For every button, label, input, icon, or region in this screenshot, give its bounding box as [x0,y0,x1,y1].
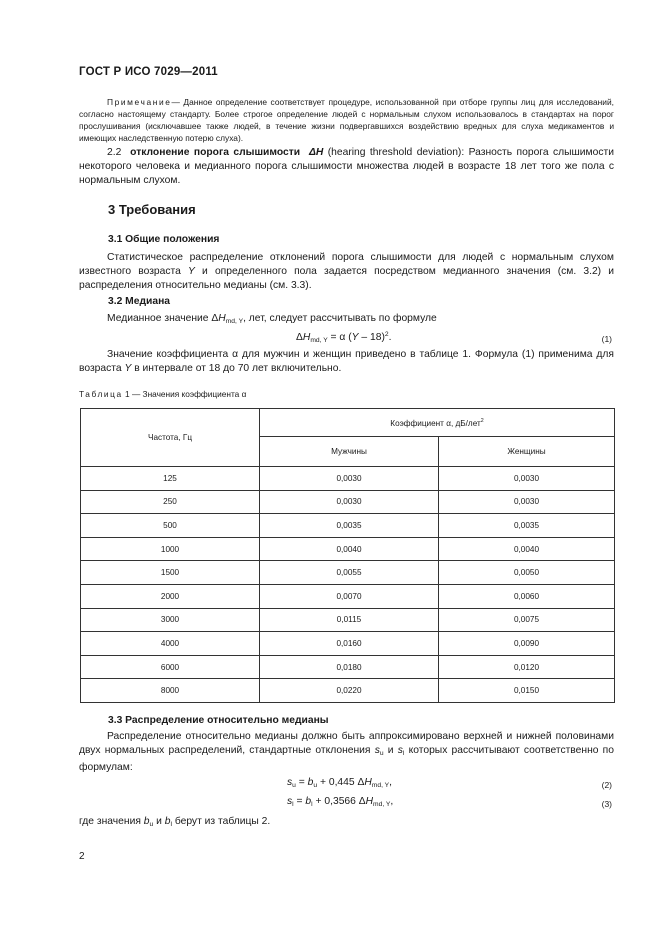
subscript: u [313,782,318,789]
subsection-3-3-heading: 3.3 Распределение относительно медианы [108,715,329,726]
cell-frequency: 3000 [81,608,260,632]
note-label: Примечание [107,97,172,107]
symbol-h: H [302,332,311,343]
cell-men: 0,0160 [260,632,439,656]
equation-number-2: (2) [601,780,612,790]
subsection-3-1-text [79,251,614,294]
table-row [81,537,615,561]
symbol-b: b [307,777,314,788]
cell-frequency: 6000 [81,655,260,679]
equation-number-1: (1) [601,334,612,344]
formula-2 [287,777,392,789]
symbol-h: H [364,777,372,788]
table-row [81,514,615,538]
header-frequency: Частота, Гц [81,409,260,467]
superscript: 2 [384,331,389,338]
symbol-s: s [374,745,380,757]
text-fragment: и [153,816,165,827]
table-row [81,467,615,491]
subscript: md, Y [225,318,244,325]
table-row [81,561,615,585]
subscript: u [149,821,154,828]
definition-2-2 [79,146,614,189]
document-header: ГОСТ Р ИСО 7029—2011 [79,66,218,78]
subscript: md, Y [373,801,391,808]
symbol-h: H [365,796,374,807]
cell-men: 0,0030 [260,467,439,491]
text-fragment: Медианное значение Δ [107,313,219,324]
note-text: — Данное определение соответствует процедуре, использованной при отборе группы лиц для исследований, согласно настоящему стандарту. Более строгое определение людей с нормальным слухом использовалось в стандартах на порог прослушивания (исключавшее также людей, в течение жизни подвергавшихся воздействию вредных для слуха медикаментов и имеющих наследственную потерю слуха). [79,97,614,143]
superscript: 2 [480,417,484,424]
text-fragment: = [293,796,306,807]
table-row [81,679,615,703]
text-fragment: где значения [79,816,144,827]
symbol-b: b [305,796,312,807]
definition-text: (hearing threshold deviation): Разность порога слышимости некоторого человека и медианного порога слышимости множества людей в возрасте 18 лет того же пола с нормальным слухом. [79,147,614,187]
formula-3 [287,796,393,808]
section-3-heading: 3 Требования [108,202,196,217]
text-fragment: + 0,445 Δ [317,777,365,788]
cell-men: 0,0115 [260,608,439,632]
cell-women: 0,0150 [439,679,615,703]
subsection-3-2-after [79,348,614,376]
subsection-3-2-heading: 3.2 Медиана [108,296,171,307]
subsection-3-2-lead [79,312,614,329]
cell-frequency: 125 [81,467,260,491]
cell-women: 0,0030 [439,490,615,514]
caption-text: 1 — Значения коэффициента α [122,389,247,399]
text-fragment: в интервале от 18 до 70 лет включительно. [131,363,342,375]
cell-women: 0,0040 [439,537,615,561]
table-row [81,608,615,632]
cell-frequency: 1000 [81,537,260,561]
definition-term: отклонение порога слышимости [130,147,301,158]
subscript: l [311,801,313,808]
symbol-s: s [397,745,403,757]
cell-women: 0,0050 [439,561,615,585]
table-row [81,490,615,514]
symbol-h: H [218,313,226,324]
text-fragment: Статистическое распределение отклонений порога слышимости для людей с нормальным слухом известного возраста [79,252,614,278]
cell-women: 0,0120 [439,655,615,679]
text-fragment: Δ [296,332,303,343]
caption-label: Таблица [79,389,123,399]
cell-men: 0,0035 [260,514,439,538]
cell-frequency: 4000 [81,632,260,656]
header-men: Мужчины [260,437,439,467]
cell-women: 0,0090 [439,632,615,656]
cell-women: 0,0030 [439,467,615,491]
equation-number-3: (3) [601,799,612,809]
text-fragment: , лет, следует рассчитывать по формуле [243,313,437,324]
cell-women: 0,0075 [439,608,615,632]
cell-men: 0,0070 [260,584,439,608]
text-fragment: . [388,332,392,343]
table-row [81,632,615,656]
subscript: l [170,821,172,828]
text-fragment: которых рассчитывают соответственно по формулам: [79,745,614,774]
subsection-3-3-text [79,730,614,776]
text-fragment: – 18) [358,332,385,343]
variable-y: Y [351,332,359,343]
table-1-caption [79,389,246,399]
text-fragment: , [390,796,394,807]
definition-symbol: ΔH [308,147,324,158]
cell-frequency: 8000 [81,679,260,703]
cell-men: 0,0220 [260,679,439,703]
cell-men: 0,0180 [260,655,439,679]
subscript: md, Y [371,782,390,789]
subscript: l [292,801,294,808]
page-number: 2 [79,851,85,862]
subsection-3-1-heading: 3.1 Общие положения [108,234,220,245]
text-fragment: , [389,777,393,788]
symbol-s: s [287,796,293,807]
table-1 [80,408,615,703]
cell-men: 0,0030 [260,490,439,514]
variable-y: Y [124,363,132,375]
text-fragment: и [383,745,398,757]
text-fragment: берут из таблицы 2. [171,816,271,827]
header-women: Женщины [439,437,615,467]
cell-women: 0,0060 [439,584,615,608]
subscript: u [292,782,296,789]
symbol-s: s [287,777,293,788]
definition-number: 2.2 [107,147,122,158]
cell-frequency: 500 [81,514,260,538]
cell-men: 0,0055 [260,561,439,585]
text-fragment: + 0,3566 Δ [312,796,366,807]
header-coefficient [260,409,615,437]
symbol-b: b [164,816,171,827]
text-fragment: = α ( [327,332,352,343]
table-1-body [81,467,615,703]
cell-frequency: 2000 [81,584,260,608]
cell-frequency: 250 [81,490,260,514]
text-fragment: = [295,777,308,788]
text-fragment: и определенного пола задается посредством медианного значения (см. 3.2) и распределения относительно медианы (см. 3.3). [79,266,615,292]
subscript: u [379,750,384,758]
formula-1 [296,331,392,344]
note-paragraph [79,96,614,144]
symbol-b: b [143,816,150,827]
cell-women: 0,0035 [439,514,615,538]
text-fragment: Значение коэффициента α для мужчин и женщин приведено в таблице 1. Формула (1) применима для возраста [79,349,614,375]
cell-men: 0,0040 [260,537,439,561]
subscript: l [402,750,405,758]
cell-frequency: 1500 [81,561,260,585]
table-row [81,584,615,608]
text-fragment: Распределение относительно медианы должно быть аппроксимировано верхней и нижней половинами двух нормальных распределений, стандартные отклонения [79,731,614,757]
where-clause [79,815,614,832]
variable-y: Y [188,266,195,278]
subscript: md, Y [310,337,328,344]
coefficient-label: Коэффициент α, дБ/лет [390,418,481,428]
table-row [81,655,615,679]
